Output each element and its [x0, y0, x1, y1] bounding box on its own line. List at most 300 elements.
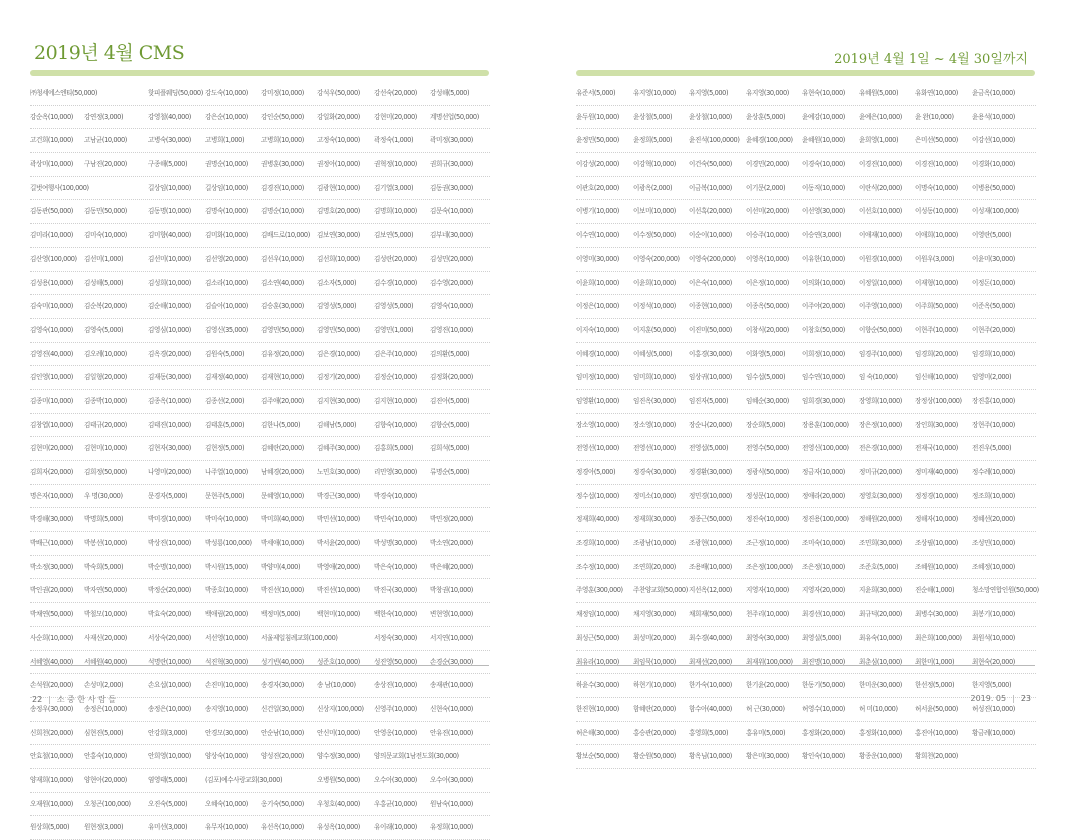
donor-entry: 김순복(20,000) — [84, 302, 127, 311]
donor-entry: 허은해(30,000) — [576, 728, 619, 737]
table-row — [576, 106, 1036, 130]
donor-entry: 장진홍(10,000) — [972, 396, 1015, 405]
donor-entry: 정성문(10,000) — [746, 491, 789, 500]
donor-entry: 홍승관(20,000) — [633, 728, 676, 737]
donor-entry: 안효철(10,000) — [30, 752, 73, 761]
donor-entry: 윤혜원(10,000) — [802, 136, 845, 145]
donor-entry: 김유정(20,000) — [261, 349, 304, 358]
donor-entry: 변현영(10,000) — [430, 610, 473, 619]
donor-entry: 권희규(30,000) — [430, 160, 473, 169]
donor-entry: 정진용(100,000) — [802, 515, 849, 524]
donor-entry: 문현주(5,000) — [205, 491, 245, 500]
donor-entry: 류명순(5,000) — [430, 468, 470, 476]
page-number-right: 23 — [1020, 694, 1031, 703]
donor-entry: 윤예은(10,000) — [859, 112, 902, 121]
table-row — [30, 295, 490, 319]
donor-entry: 조혜정(10,000) — [972, 562, 1015, 571]
donor-entry: 양재희(10,000) — [30, 775, 73, 784]
donor-entry: 구종해(5,000) — [148, 160, 188, 169]
donor-entry: 김현미(10,000) — [84, 444, 127, 453]
donor-entry: 한선정(5,000) — [915, 681, 955, 690]
donor-entry: 이강성(20,000) — [576, 160, 619, 169]
donor-entry: 김진아(5,000) — [430, 396, 470, 405]
donor-entry: 장정상(100,000) — [915, 396, 962, 405]
donor-entry: 신영주(10,000) — [374, 704, 417, 713]
donor-entry: 허성진(10,000) — [972, 704, 1015, 713]
donor-entry: 남혜경(20,000) — [261, 468, 304, 476]
donor-entry: 유미선(3,000) — [148, 823, 188, 832]
donor-entry: 고남균(10,000) — [84, 136, 127, 145]
donor-entry: 김태훈(5,000) — [205, 420, 245, 429]
donor-entry: 김원숙(5,000) — [205, 349, 245, 358]
donor-entry: 이성재(100,000) — [972, 207, 1019, 216]
donor-entry: 오수아(30,000) — [430, 775, 473, 784]
donor-entry: 윤상철(5,000) — [633, 112, 673, 121]
donor-entry: 강영철(40,000) — [148, 112, 191, 121]
donor-entry: 정경환(30,000) — [689, 468, 732, 476]
table-row — [30, 319, 490, 343]
donor-entry: 허 근(30,000) — [746, 704, 785, 713]
donor-entry: 한미운(30,000) — [859, 681, 902, 690]
donor-entry: 양상숙(10,000) — [205, 752, 248, 761]
donor-entry: 최은희(100,000) — [915, 633, 962, 642]
donor-entry: 최영숙(30,000) — [746, 633, 789, 642]
donor-entry: 김미숙(10,000) — [84, 231, 127, 240]
donor-entry: 김영민(50,000) — [317, 325, 360, 334]
donor-entry: 은미선(50,000) — [915, 136, 958, 145]
donor-entry: 김승훈(30,000) — [261, 302, 304, 311]
donor-entry: 백애림(20,000) — [205, 610, 248, 619]
donor-entry: 이윤희(10,000) — [633, 278, 676, 287]
donor-entry: 이성동(10,000) — [915, 207, 958, 216]
donor-entry: 하윤수(30,000) — [576, 681, 619, 690]
donor-entry: 이영숙(200,000) — [689, 254, 736, 263]
donor-entry: 이은정(10,000) — [746, 278, 789, 287]
donor-entry: 장순희(5,000) — [746, 420, 786, 429]
table-row — [30, 177, 490, 201]
donor-entry: 허서윤(50,000) — [915, 704, 958, 713]
donor-entry: 정수섭(10,000) — [576, 491, 619, 500]
donor-entry: 윤두원(10,000) — [576, 112, 619, 121]
donor-entry: 김영민(50,000) — [261, 325, 304, 334]
donor-entry: 김희석(5,000) — [430, 444, 470, 453]
donor-entry: 한기윤(20,000) — [746, 681, 789, 690]
donor-entry: 길벗여행사(100,000) — [30, 183, 89, 192]
donor-entry: 박시원(15,000) — [205, 562, 248, 571]
table-row — [576, 508, 1036, 532]
donor-entry: 정경아(5,000) — [576, 468, 616, 476]
donor-entry: 이원우(3,000) — [915, 254, 955, 263]
donor-entry: 안신미(10,000) — [317, 728, 360, 737]
donor-entry: 이영미(30,000) — [576, 254, 619, 263]
table-row — [576, 414, 1036, 438]
donor-entry: 김혜주(30,000) — [317, 444, 360, 453]
donor-entry: 정재희(40,000) — [576, 515, 619, 524]
bottom-divider-right — [576, 665, 1035, 666]
donor-entry: 진순해(1,000) — [915, 586, 955, 595]
donor-entry: 김동관(50,000) — [30, 207, 73, 216]
donor-entry: 유성옥(10,000) — [317, 823, 360, 832]
donor-entry: 안영옹(10,000) — [374, 728, 417, 737]
donor-entry: 윤정희(5,000) — [633, 136, 673, 145]
donor-entry: 장영희(10,000) — [859, 396, 902, 405]
donor-entry: 임영환(10,000) — [576, 396, 619, 405]
donor-entry: 이종현(10,000) — [689, 302, 732, 311]
donor-entry: 황순원(50,000) — [633, 752, 676, 761]
donor-entry: 임미정(10,000) — [576, 373, 619, 382]
donor-entry: (김포)예수사랑교회(30,000) — [205, 775, 283, 784]
donor-entry: 박미희(40,000) — [261, 515, 304, 524]
donor-entry: 한동기(50,000) — [802, 681, 845, 690]
donor-entry: 청소망연합인원(50,000) — [972, 586, 1039, 595]
donor-entry: 정수례(10,000) — [972, 468, 1015, 476]
donor-entry: 박경근(30,000) — [317, 491, 360, 500]
donor-entry: 이지숙(10,000) — [576, 325, 619, 334]
donor-entry: 김영진(40,000) — [30, 349, 73, 358]
donor-entry: 정해자(10,000) — [915, 515, 958, 524]
table-row — [576, 698, 1036, 722]
table-row — [576, 674, 1036, 698]
donor-entry: 강석우(50,000) — [317, 89, 360, 97]
donor-entry: 김종미(10,000) — [30, 396, 73, 405]
donor-entry: 윤진석(100,0000) — [689, 136, 740, 145]
donor-entry: 구남진(20,000) — [84, 160, 127, 169]
donor-entry: 명은자(10,000) — [30, 491, 73, 500]
donor-entry: 홍영희(5,000) — [689, 728, 729, 737]
donor-entry: 김부네(30,000) — [430, 231, 473, 240]
donor-entry: 이경숙(10,000) — [802, 160, 845, 169]
donor-entry: 김슬아(10,000) — [205, 302, 248, 311]
donor-entry: 정종근(50,000) — [689, 515, 732, 524]
donor-entry: 이란식(20,000) — [859, 183, 902, 192]
donor-entry: 박진선(10,000) — [261, 586, 304, 595]
donor-list-left — [30, 82, 490, 840]
donor-entry: 오수아(30,000) — [374, 775, 417, 784]
donor-entry: 이순이(10,000) — [689, 231, 732, 240]
donor-entry: 박정순(20,000) — [148, 586, 191, 595]
table-row — [576, 390, 1036, 414]
donor-entry: 김현정(5,000) — [205, 444, 245, 453]
table-row — [576, 651, 1036, 675]
donor-entry: 길상임(10,000) — [148, 183, 191, 192]
donor-entry: 김선미(1,000) — [84, 254, 124, 263]
donor-entry: 김혜란(20,000) — [261, 444, 304, 453]
donor-entry: 서지연(10,000) — [430, 633, 473, 642]
donor-entry: 이주영(10,000) — [859, 302, 902, 311]
donor-entry: 임신해(10,000) — [915, 373, 958, 382]
donor-entry: 오혜숙(10,000) — [205, 799, 248, 808]
table-row — [30, 82, 490, 106]
donor-entry: 최수경(40,000) — [689, 633, 732, 642]
donor-entry: 조수정(10,000) — [576, 562, 619, 571]
donor-entry: 최임묵(10,000) — [633, 657, 676, 666]
donor-entry: 황종운(10,000) — [859, 752, 902, 761]
donor-entry: 박미경(10,000) — [148, 515, 191, 524]
donor-entry: 김문숙(10,000) — [430, 207, 473, 216]
donor-entry: 조광현(10,000) — [689, 539, 732, 548]
donor-entry: 박민숙(10,000) — [374, 515, 417, 524]
donor-entry: 지선옥(12,000) — [689, 586, 732, 595]
donor-entry: 이영란(5,000) — [972, 231, 1012, 240]
donor-entry: 박영애(20,000) — [317, 562, 360, 571]
donor-entry: 주영훈(300,000) — [576, 586, 623, 595]
donor-entry: 석명란(10,000) — [148, 657, 191, 666]
donor-entry: 조준호(5,000) — [859, 562, 899, 571]
donor-entry: 김소라(10,000) — [205, 278, 248, 287]
donor-entry: 김영성(5,000) — [317, 302, 357, 311]
donor-entry: 조근정(10,000) — [746, 539, 789, 548]
donor-entry: 송정은(10,000) — [84, 704, 127, 713]
donor-entry: 조연희(20,000) — [633, 562, 676, 571]
donor-entry: 정진숙(10,000) — [746, 515, 789, 524]
donor-entry: 권혁정(10,000) — [374, 160, 417, 169]
donor-entry: 이정석(10,000) — [633, 302, 676, 311]
donor-entry: 김영민(1,000) — [374, 325, 414, 334]
donor-entry: 박세애(10,000) — [261, 539, 304, 548]
donor-entry: 이원경(10,000) — [859, 254, 902, 263]
table-row — [30, 343, 490, 367]
donor-entry: 김영진(10,000) — [430, 325, 473, 334]
table-row — [30, 603, 490, 627]
donor-entry: 김동권(30,000) — [430, 183, 473, 192]
donor-entry: 김소자(5,000) — [317, 278, 357, 287]
table-row — [576, 556, 1036, 580]
donor-entry: 이동직(10,000) — [802, 183, 845, 192]
donor-entry: 신희천(20,000) — [30, 728, 73, 737]
donor-entry: 지영자(10,000) — [746, 586, 789, 595]
donor-entry: 조상필(10,000) — [915, 539, 958, 548]
donor-entry: 전영신(100,000) — [802, 444, 849, 453]
donor-entry: 백한숙(10,000) — [374, 610, 417, 619]
donor-entry: 임경주(10,000) — [859, 349, 902, 358]
donor-entry: 김주애(20,000) — [261, 396, 304, 405]
donor-entry: 석진혁(30,000) — [205, 657, 248, 666]
donor-entry: 이지훈(50,000) — [633, 325, 676, 334]
donor-entry: 박효숙(20,000) — [148, 610, 191, 619]
donor-entry: 김명호(20,000) — [317, 207, 360, 216]
table-row — [30, 816, 490, 840]
donor-entry: 이윤미(30,000) — [972, 254, 1015, 263]
donor-entry: 장소영(10,000) — [576, 420, 619, 429]
donor-entry: 이선영(30,000) — [802, 207, 845, 216]
donor-entry: 최재선(20,000) — [689, 657, 732, 666]
donor-entry: 임 숙(10,000) — [859, 373, 898, 382]
donor-entry: 고병희(1,000) — [205, 136, 245, 145]
donor-entry: 강은순(10,000) — [205, 112, 248, 121]
donor-entry: 윤예강(10,000) — [802, 112, 845, 121]
donor-entry: 박성룡(100,000) — [205, 539, 252, 548]
donor-entry: 송정은(10,000) — [148, 704, 191, 713]
donor-entry: 송재관(10,000) — [430, 681, 473, 690]
donor-entry: 김기열(3,000) — [374, 183, 414, 192]
donor-entry: 이희정(10,000) — [802, 349, 845, 358]
donor-entry: 이혜성(5,000) — [633, 349, 673, 358]
donor-entry: 김재정(40,000) — [205, 373, 248, 382]
donor-entry: 정애라(20,000) — [802, 491, 845, 500]
donor-entry: 유이래(10,000) — [374, 823, 417, 832]
donor-entry: 안홍숙(10,000) — [84, 752, 127, 761]
donor-entry: 황금례(10,000) — [972, 728, 1015, 737]
donor-entry: 윤상훈(5,000) — [746, 112, 786, 121]
donor-entry: 채정임(10,000) — [576, 610, 619, 619]
table-row — [576, 224, 1036, 248]
donor-entry: 조은정(100,000) — [746, 562, 793, 571]
table-row — [30, 627, 490, 651]
donor-entry: 조은정(10,000) — [802, 562, 845, 571]
donor-entry: 박소연(20,000) — [430, 539, 473, 548]
donor-entry: 김정화(20,000) — [430, 373, 473, 382]
donor-entry: 김미라(10,000) — [30, 231, 73, 240]
donor-entry: 최성근(50,000) — [576, 633, 619, 642]
donor-entry: 김성용(10,000) — [30, 278, 73, 287]
donor-entry: 김성민(20,000) — [430, 254, 473, 263]
donor-entry: 김동명(10,000) — [148, 207, 191, 216]
donor-entry: 고병숙(30,000) — [148, 136, 191, 145]
donor-entry: 손석원(20,000) — [30, 681, 73, 690]
donor-entry: 김보연(5,000) — [374, 231, 414, 240]
donor-entry: 김재동(30,000) — [148, 373, 191, 382]
donor-entry: 장인희(30,000) — [915, 420, 958, 429]
donor-entry: 심현진(5,000) — [84, 728, 124, 737]
donor-entry: 조광남(10,000) — [633, 539, 676, 548]
donor-entry: 정재희(30,000) — [633, 515, 676, 524]
donor-entry: 김선우(10,000) — [261, 254, 304, 263]
donor-entry: 곽정숙(1,000) — [374, 136, 414, 145]
donor-entry: 정미재(40,000) — [915, 468, 958, 476]
donor-entry: 임희경(30,000) — [802, 396, 845, 405]
table-row — [576, 437, 1036, 461]
donor-entry: 리민영(30,000) — [374, 468, 417, 476]
donor-entry: 김배드로(10,000) — [261, 231, 310, 240]
donor-entry: 김향숙(10,000) — [374, 420, 417, 429]
footer-publication-name: 소 중 한 사 람 들 — [56, 695, 116, 704]
donor-entry: 장현주(10,000) — [972, 420, 1015, 429]
donor-entry: 최규덕(20,000) — [859, 610, 902, 619]
table-row — [30, 722, 490, 746]
table-row — [576, 745, 1036, 769]
footer-left: 22 | 소 중 한 사 람 들 — [32, 695, 116, 704]
donor-entry: 임영미(2,000) — [972, 373, 1012, 382]
table-row — [30, 651, 490, 675]
donor-entry: 김성해(5,000) — [84, 278, 124, 287]
donor-entry: 정조희(10,000) — [972, 491, 1015, 500]
donor-entry: 이애희(10,000) — [915, 231, 958, 240]
donor-entry: 윤용석(10,000) — [972, 112, 1015, 121]
donor-entry: 이유한(10,000) — [802, 254, 845, 263]
donor-entry: 이정일(10,000) — [859, 278, 902, 287]
donor-entry: 임경희(10,000) — [972, 349, 1015, 358]
table-row — [576, 343, 1036, 367]
donor-entry: 정정경(10,000) — [915, 491, 958, 500]
page-number-left: 22 — [32, 695, 43, 704]
table-row — [30, 556, 490, 580]
donor-entry: 최재위(100,000) — [746, 657, 793, 666]
donor-entry: 김종박(10,000) — [84, 396, 127, 405]
donor-entry: 박채연(50,000) — [30, 610, 73, 619]
donor-entry: 안순남(10,000) — [261, 728, 304, 737]
donor-entry: 함혜란(20,000) — [633, 704, 676, 713]
donor-entry: 임경희(20,000) — [915, 349, 958, 358]
donor-entry: 임진자(5,000) — [689, 396, 729, 405]
donor-entry: 이애재(10,000) — [859, 231, 902, 240]
donor-entry: 이현주(10,000) — [915, 325, 958, 334]
donor-entry: 이수연(10,000) — [576, 231, 619, 240]
donor-entry: 이영옥(10,000) — [746, 254, 789, 263]
donor-entry: 채희재(50,000) — [689, 610, 732, 619]
donor-entry: 안강희(3,000) — [148, 728, 188, 737]
donor-entry: 정민경(10,000) — [689, 491, 732, 500]
donor-entry: 양현아(20,000) — [84, 775, 127, 784]
donor-entry: 강미정(10,000) — [261, 89, 304, 97]
table-row — [576, 153, 1036, 177]
donor-entry: 박민정(20,000) — [430, 515, 473, 524]
donor-entry: 최유숙(10,000) — [859, 633, 902, 642]
donor-entry: 강일화(20,000) — [317, 112, 360, 121]
donor-entry: 정미규(20,000) — [859, 468, 902, 476]
donor-entry: 이건숙(50,000) — [689, 160, 732, 169]
donor-entry: 김명숙(10,000) — [205, 207, 248, 216]
donor-entry: 이수정(50,000) — [633, 231, 676, 240]
donor-entry: 전은경(10,000) — [859, 444, 902, 453]
donor-entry: 최봉기(10,000) — [972, 610, 1015, 619]
donor-entry: 김정순(10,000) — [374, 373, 417, 382]
donor-entry: 정혜선(20,000) — [972, 515, 1015, 524]
donor-entry: 김영숙(10,000) — [430, 302, 473, 311]
donor-entry: 이현주(20,000) — [972, 325, 1015, 334]
donor-entry: 김종옥(10,000) — [148, 396, 191, 405]
donor-entry: 안경모(30,000) — [205, 728, 248, 737]
donor-entry: 김태규(20,000) — [84, 420, 127, 429]
donor-entry: 김동민(50,000) — [84, 207, 127, 216]
bottom-divider-left — [30, 665, 489, 666]
donor-entry: 임진옥(30,000) — [633, 396, 676, 405]
donor-entry: 하현기(10,000) — [633, 681, 676, 690]
donor-entry: 김종선(2,000) — [205, 396, 245, 405]
donor-entry: 박소정(30,000) — [30, 562, 73, 571]
donor-entry: 양의문교회(1남전도회(30,000) — [374, 752, 459, 761]
table-row — [30, 414, 490, 438]
table-row — [576, 200, 1036, 224]
donor-entry: 임수섭(5,000) — [746, 373, 786, 382]
donor-entry: 윤 완(10,000) — [915, 112, 954, 121]
donor-entry: 정금자(10,000) — [802, 468, 845, 476]
donor-entry: 신현숙(10,000) — [430, 704, 473, 713]
donor-entry: 양성진(20,000) — [261, 752, 304, 761]
donor-entry: 윤상철(10,000) — [689, 112, 732, 121]
donor-entry: 계명선업(50,000) — [430, 112, 479, 121]
donor-entry: 전재국(10,000) — [915, 444, 958, 453]
donor-entry: 유선옥(10,000) — [261, 823, 304, 832]
table-row — [576, 485, 1036, 509]
donor-entry: 박명희(5,000) — [84, 515, 124, 524]
table-row — [576, 177, 1036, 201]
donor-entry: 최유라(10,000) — [576, 657, 619, 666]
donor-entry: 핫피플웨딩(50,000) — [148, 89, 203, 97]
donor-entry: 서정숙(30,000) — [374, 633, 417, 642]
donor-entry: 김수경(10,000) — [374, 278, 417, 287]
donor-entry: 우청호(40,000) — [317, 799, 360, 808]
donor-entry: 신상지(100,000) — [317, 704, 364, 713]
donor-entry: 유정희(10,000) — [430, 823, 473, 832]
donor-entry: 김성란(20,000) — [374, 254, 417, 263]
donor-entry: 안유진(10,000) — [430, 728, 473, 737]
donor-entry: 우 명(30,000) — [84, 491, 123, 500]
table-row — [576, 603, 1036, 627]
donor-entry: 김현미(20,000) — [30, 444, 73, 453]
donor-entry: 이창식(20,000) — [746, 325, 789, 334]
donor-entry: 유혜원(5,000) — [859, 89, 899, 97]
donor-entry: 김미향(40,000) — [148, 231, 191, 240]
